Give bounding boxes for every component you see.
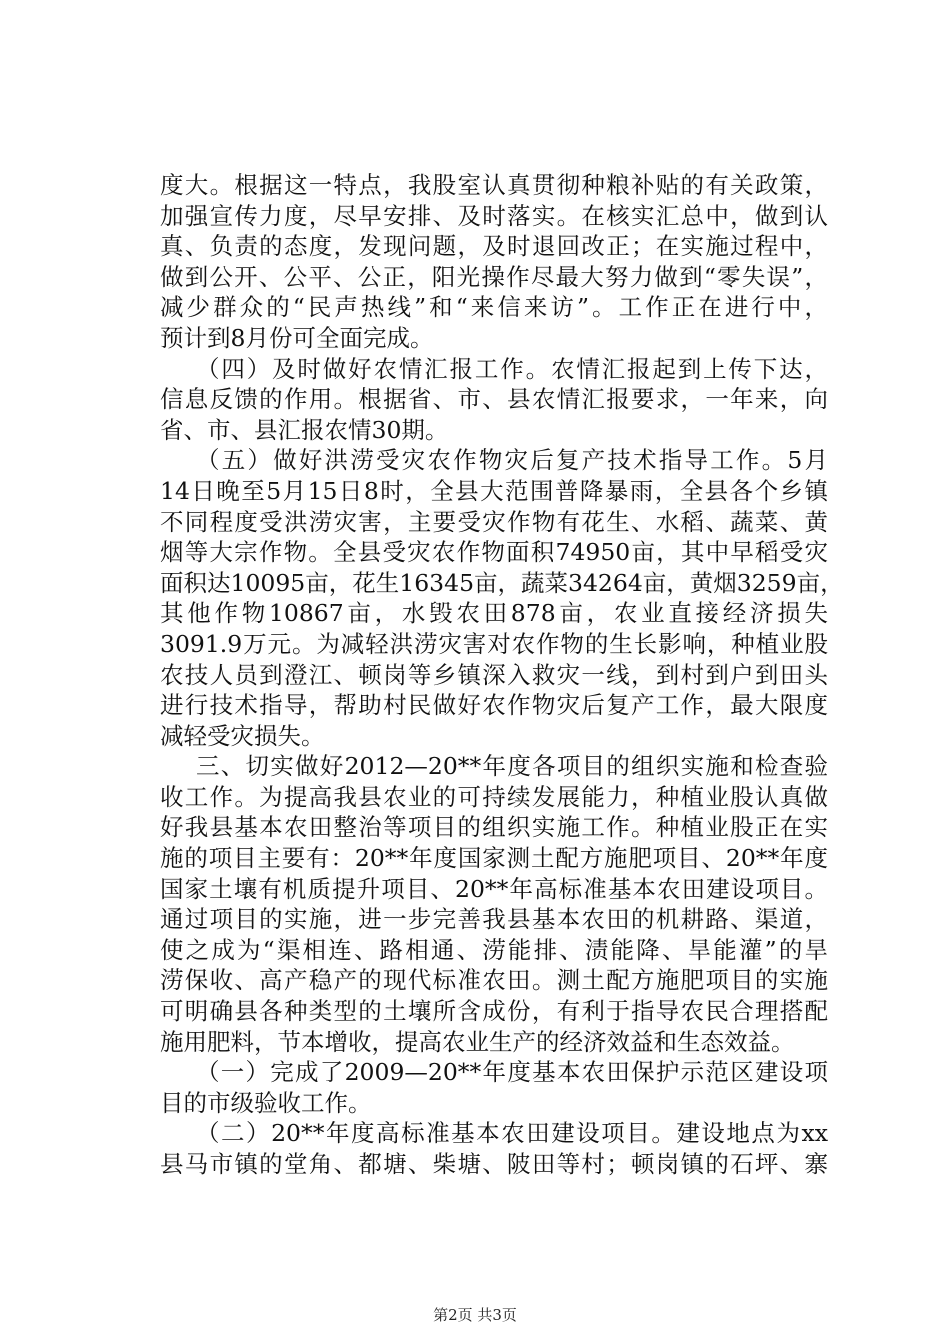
text-line: 真、负责的态度，发现问题，及时退回改正；在实施过程中， <box>160 232 828 261</box>
text-line: 农技人员到澄江、顿岗等乡镇深入救灾一线，到村到户到田头 <box>160 660 828 689</box>
text-line: 14日晚至5月15日8时，全县大范围普降暴雨，全县各个乡镇 <box>160 476 828 505</box>
text-line: 省、市、县汇报农情30期。 <box>160 415 449 444</box>
text-line: 不同程度受洪涝灾害，主要受灾作物有花生、水稻、蔬菜、黄 <box>160 507 828 536</box>
text-line: 通过项目的实施，进一步完善我县基本农田的机耕路、渠道， <box>160 905 828 934</box>
text-line: （五）做好洪涝受灾农作物灾后复产技术指导工作。5月 <box>196 446 828 475</box>
text-line: 减少群众的“民声热线”和“来信来访”。工作正在进行中， <box>160 293 828 322</box>
text-line: （二）20**年度高标准基本农田建设项目。建设地点为xx <box>196 1119 828 1148</box>
page-footer: 第2页 共3页 <box>433 1306 517 1324</box>
text-line: 减轻受灾损失。 <box>160 721 325 750</box>
text-line: 收工作。为提高我县农业的可持续发展能力，种植业股认真做 <box>160 782 828 811</box>
text-line: 涝保收、高产稳产的现代标准农田。测土配方施肥项目的实施 <box>160 966 828 995</box>
text-line: 预计到8月份可全面完成。 <box>160 323 434 352</box>
text-line: （四）及时做好农情汇报工作。农情汇报起到上传下达， <box>196 354 828 383</box>
text-line: 目的市级验收工作。 <box>160 1088 372 1117</box>
text-line: （一）完成了2009—20**年度基本农田保护示范区建设项 <box>196 1058 828 1087</box>
document-body <box>160 170 844 1180</box>
text-line: 进行技术指导，帮助村民做好农作物灾后复产工作，最大限度 <box>160 691 828 720</box>
text-line: 好我县基本农田整治等项目的组织实施工作。种植业股正在实 <box>160 813 828 842</box>
text-line: 其他作物10867亩，水毁农田878亩，农业直接经济损失 <box>160 599 828 628</box>
text-line: 三、切实做好2012—20**年度各项目的组织实施和检查验 <box>196 752 828 781</box>
text-line: 信息反馈的作用。根据省、市、县农情汇报要求，一年来，向 <box>160 385 828 414</box>
text-line: 加强宣传力度，尽早安排、及时落实。在核实汇总中，做到认 <box>160 201 828 230</box>
text-line: 县马市镇的堂角、都塘、柴塘、陂田等村；顿岗镇的石坪、寨 <box>160 1150 828 1178</box>
text-line: 面积达10095亩，花生16345亩，蔬菜34264亩，黄烟3259亩， <box>160 568 844 597</box>
text-line: 度大。根据这一特点，我股室认真贯彻种粮补贴的有关政策， <box>160 171 828 199</box>
text-line: 3091.9万元。为减轻洪涝灾害对农作物的生长影响，种植业股 <box>160 629 828 658</box>
text-line: 施的项目主要有：20**年度国家测土配方施肥项目、20**年度 <box>160 844 828 873</box>
text-line: 做到公开、公平、公正，阳光操作尽最大努力做到“零失误”， <box>160 262 828 291</box>
text-line: 可明确县各种类型的土壤所含成份，有利于指导农民合理搭配 <box>160 997 828 1026</box>
text-line: 施用肥料，节本增收，提高农业生产的经济效益和生态效益。 <box>160 1027 795 1056</box>
text-line: 烟等大宗作物。全县受灾农作物面积74950亩，其中早稻受灾 <box>160 538 828 567</box>
text-line: 国家土壤有机质提升项目、20**年高标准基本农田建设项目。 <box>160 874 828 903</box>
text-line: 使之成为“渠相连、路相通、涝能排、渍能降、旱能灌”的旱 <box>160 935 828 964</box>
